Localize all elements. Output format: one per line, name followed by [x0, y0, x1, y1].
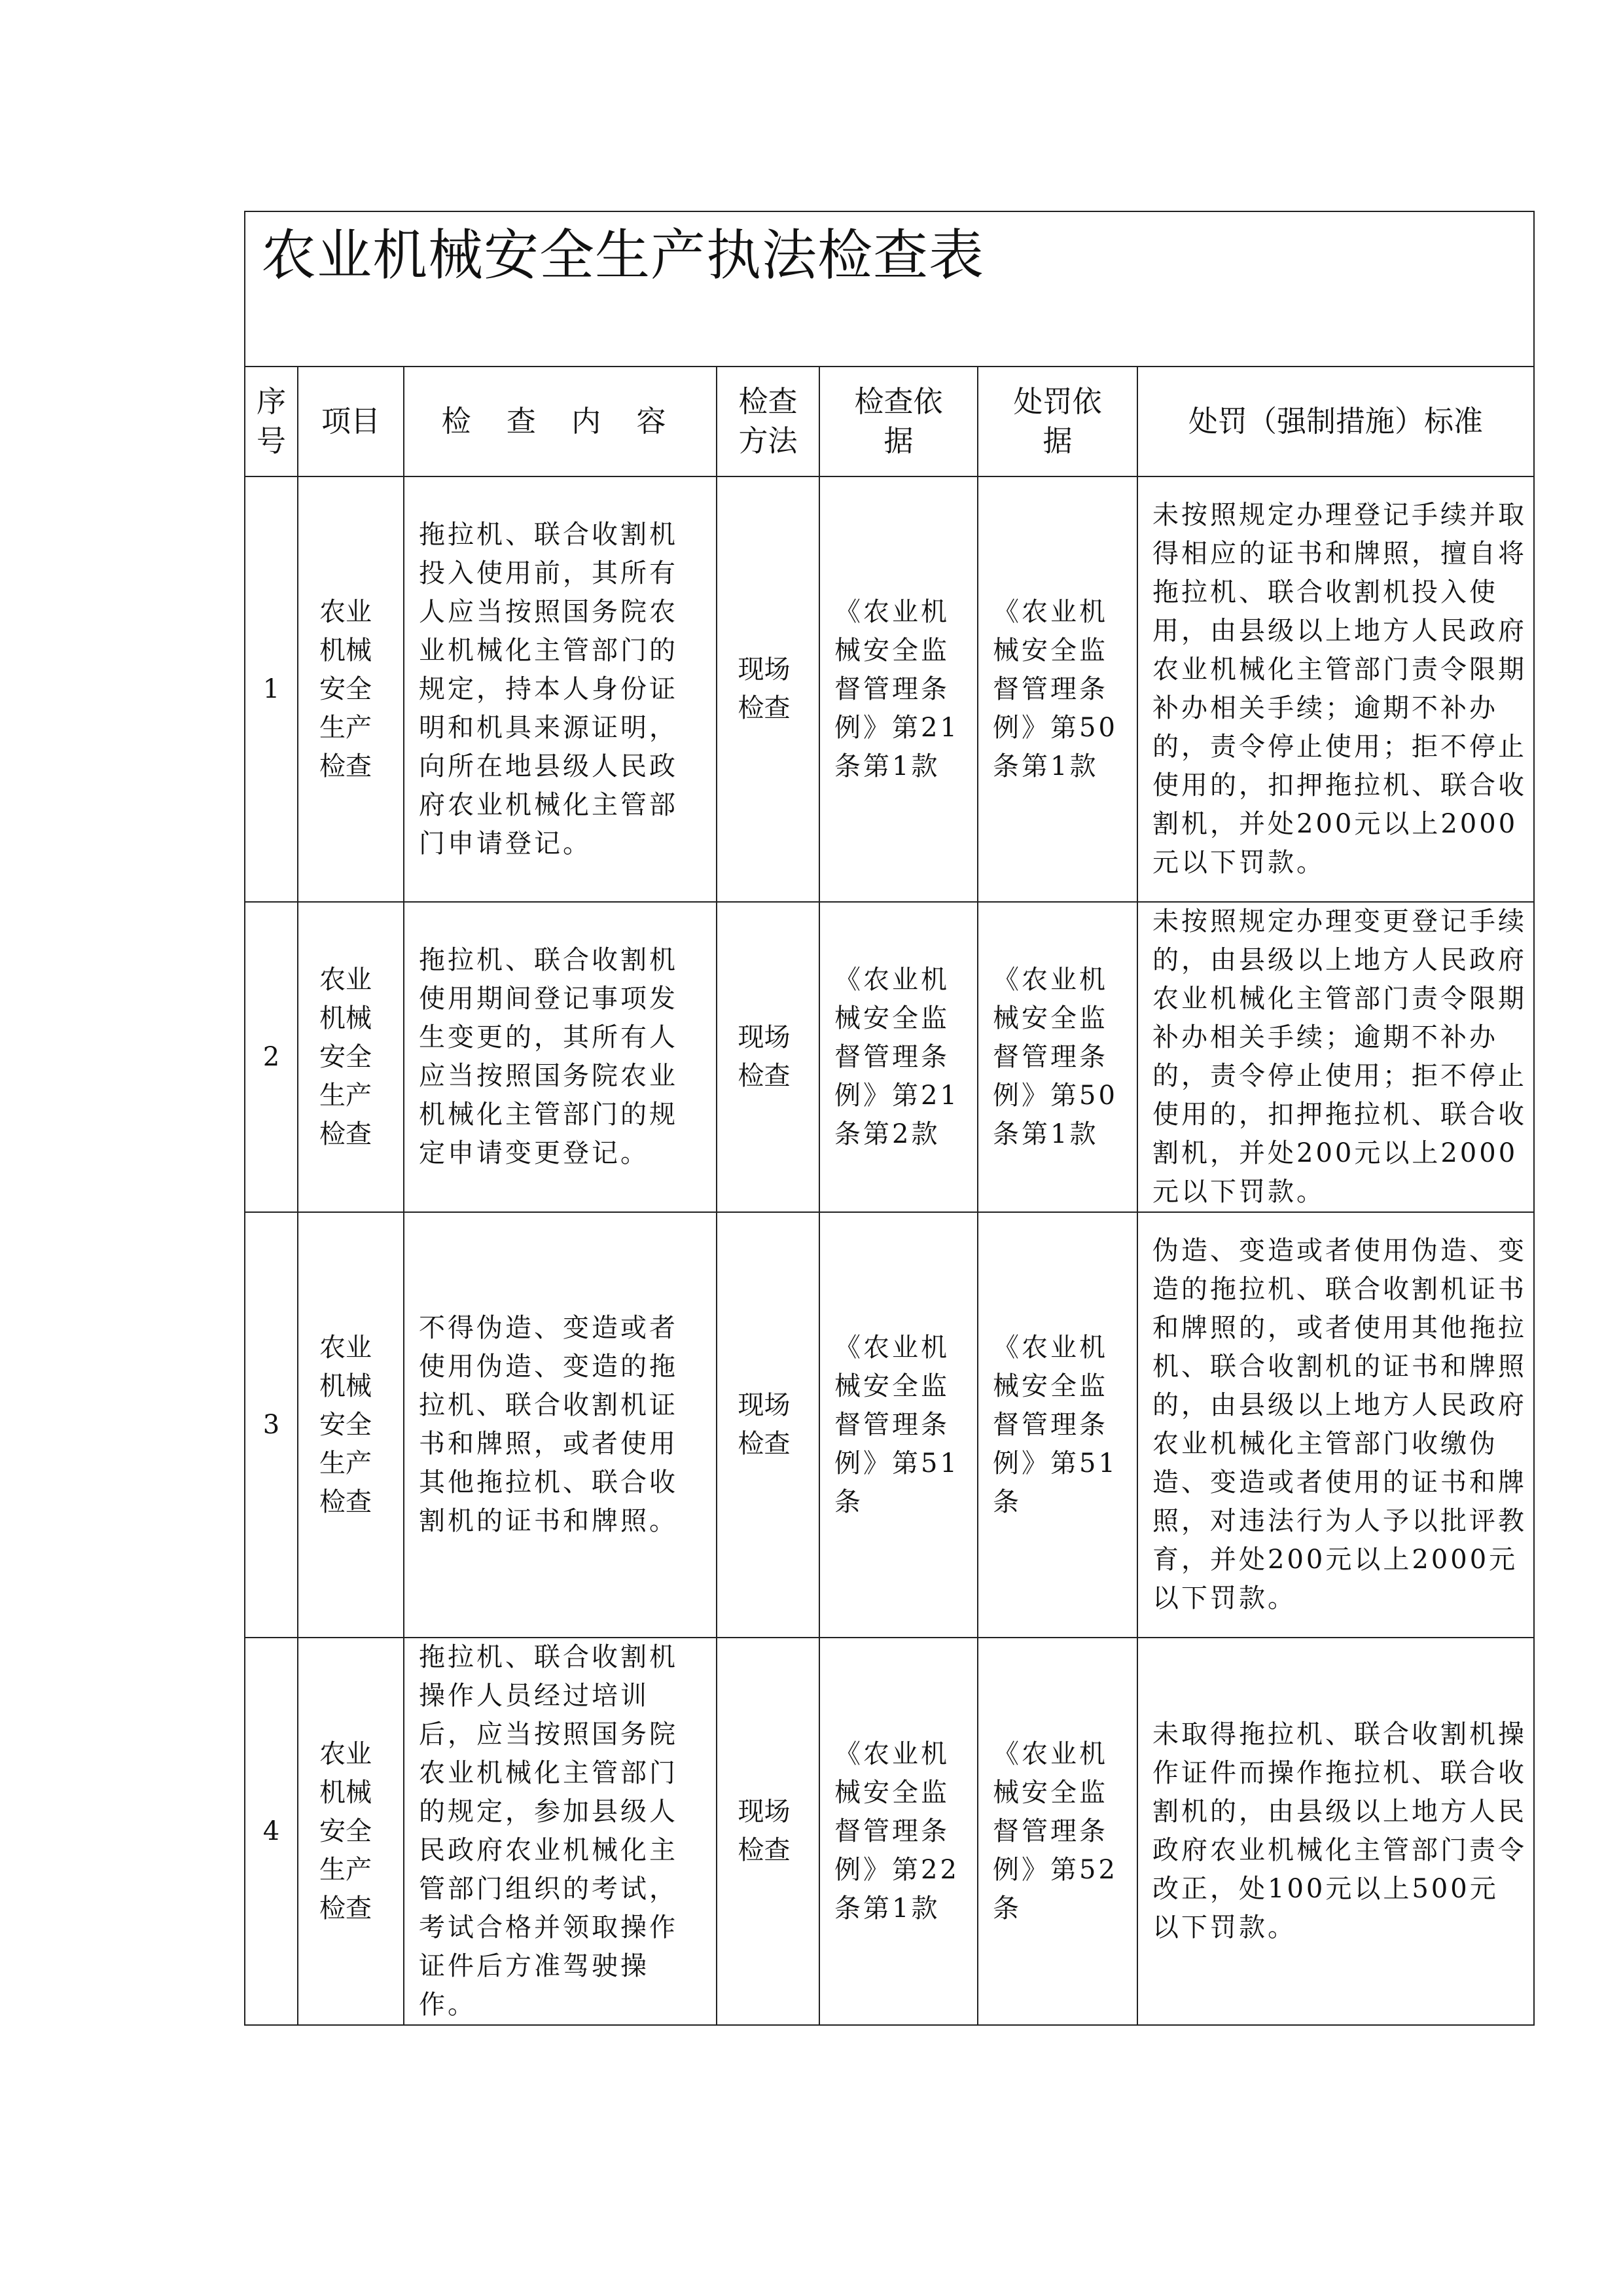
inspection-table: [244, 211, 1535, 2026]
row-method: 现场检查: [717, 1638, 819, 2025]
row-content: 拖拉机、联合收割机使用期间登记事项发生变更的，其所有人应当按照国务院农业机械化主管部门的规定申请变更登记。: [404, 902, 717, 1212]
row-penalty-basis: 《农业机械安全监督管理条例》第50条第1款: [978, 902, 1137, 1212]
header-penalty-basis: 处罚依据: [978, 367, 1137, 476]
row-basis: 《农业机械安全监督管理条例》第21条第1款: [819, 476, 978, 902]
header-method: 检查方法: [717, 367, 819, 476]
row-penalty-basis: 《农业机械安全监督管理条例》第52条: [978, 1638, 1137, 2025]
row-basis: 《农业机械安全监督管理条例》第21条第2款: [819, 902, 978, 1212]
row-content: 拖拉机、联合收割机操作人员经过培训后，应当按照国务院农业机械化主管部门的规定，参加县级人民政府农业机械化主管部门组织的考试，考试合格并领取操作证件后方准驾驶操作。: [404, 1638, 717, 2025]
row-no: 1: [245, 476, 298, 902]
row-penalty-basis: 《农业机械安全监督管理条例》第51条: [978, 1212, 1137, 1638]
row-method: 现场检查: [717, 1212, 819, 1638]
row-penalty-basis: 《农业机械安全监督管理条例》第50条第1款: [978, 476, 1137, 902]
page-title: 农业机械安全生产执法检查表: [261, 223, 985, 287]
table-row: [245, 1638, 1534, 2025]
row-no: 2: [245, 902, 298, 1212]
table-row: [245, 902, 1534, 1212]
row-item: 农业机械安全生产检查: [298, 1212, 404, 1638]
row-content: 不得伪造、变造或者使用伪造、变造的拖拉机、联合收割机证书和牌照，或者使用其他拖拉机、联合收割机的证书和牌照。: [404, 1212, 717, 1638]
row-item: 农业机械安全生产检查: [298, 902, 404, 1212]
row-method: 现场检查: [717, 902, 819, 1212]
row-content: 拖拉机、联合收割机投入使用前，其所有人应当按照国务院农业机械化主管部门的规定，持本人身份证明和机具来源证明，向所在地县级人民政府农业机械化主管部门申请登记。: [404, 476, 717, 902]
header-standard: 处罚（强制措施）标准: [1137, 367, 1534, 476]
header-no: 序号: [245, 367, 298, 476]
row-method: 现场检查: [717, 476, 819, 902]
row-standard: 未按照规定办理登记手续并取得相应的证书和牌照，擅自将拖拉机、联合收割机投入使用，由县级以上地方人民政府农业机械化主管部门责令限期补办相关手续；逾期不补办的，责令停止使用；拒不停止使用的，扣押拖拉机、联合收割机，并处200元以上2000元以下罚款。: [1137, 476, 1534, 902]
header-row: [245, 367, 1534, 476]
header-basis: 检查依据: [819, 367, 978, 476]
header-item: 项目: [298, 367, 404, 476]
row-standard: 未取得拖拉机、联合收割机操作证件而操作拖拉机、联合收割机的，由县级以上地方人民政府农业机械化主管部门责令改正，处100元以上500元以下罚款。: [1137, 1638, 1534, 2025]
row-standard: 未按照规定办理变更登记手续的，由县级以上地方人民政府农业机械化主管部门责令限期补办相关手续；逾期不补办的，责令停止使用；拒不停止使用的，扣押拖拉机、联合收割机，并处200元以上2000元以下罚款。: [1137, 902, 1534, 1212]
row-item: 农业机械安全生产检查: [298, 476, 404, 902]
row-item: 农业机械安全生产检查: [298, 1638, 404, 2025]
row-no: 3: [245, 1212, 298, 1638]
row-basis: 《农业机械安全监督管理条例》第51条: [819, 1212, 978, 1638]
title-cell: [245, 211, 1534, 367]
table-row: [245, 1212, 1534, 1638]
row-standard: 伪造、变造或者使用伪造、变造的拖拉机、联合收割机证书和牌照的，或者使用其他拖拉机、联合收割机的证书和牌照的，由县级以上地方人民政府农业机械化主管部门收缴伪造、变造或者使用的证书和牌照，对违法行为人予以批评教育，并处200元以上2000元以下罚款。: [1137, 1212, 1534, 1638]
header-content: 检 查 内 容: [404, 367, 717, 476]
row-no: 4: [245, 1638, 298, 2025]
table-row: [245, 476, 1534, 902]
row-basis: 《农业机械安全监督管理条例》第22条第1款: [819, 1638, 978, 2025]
